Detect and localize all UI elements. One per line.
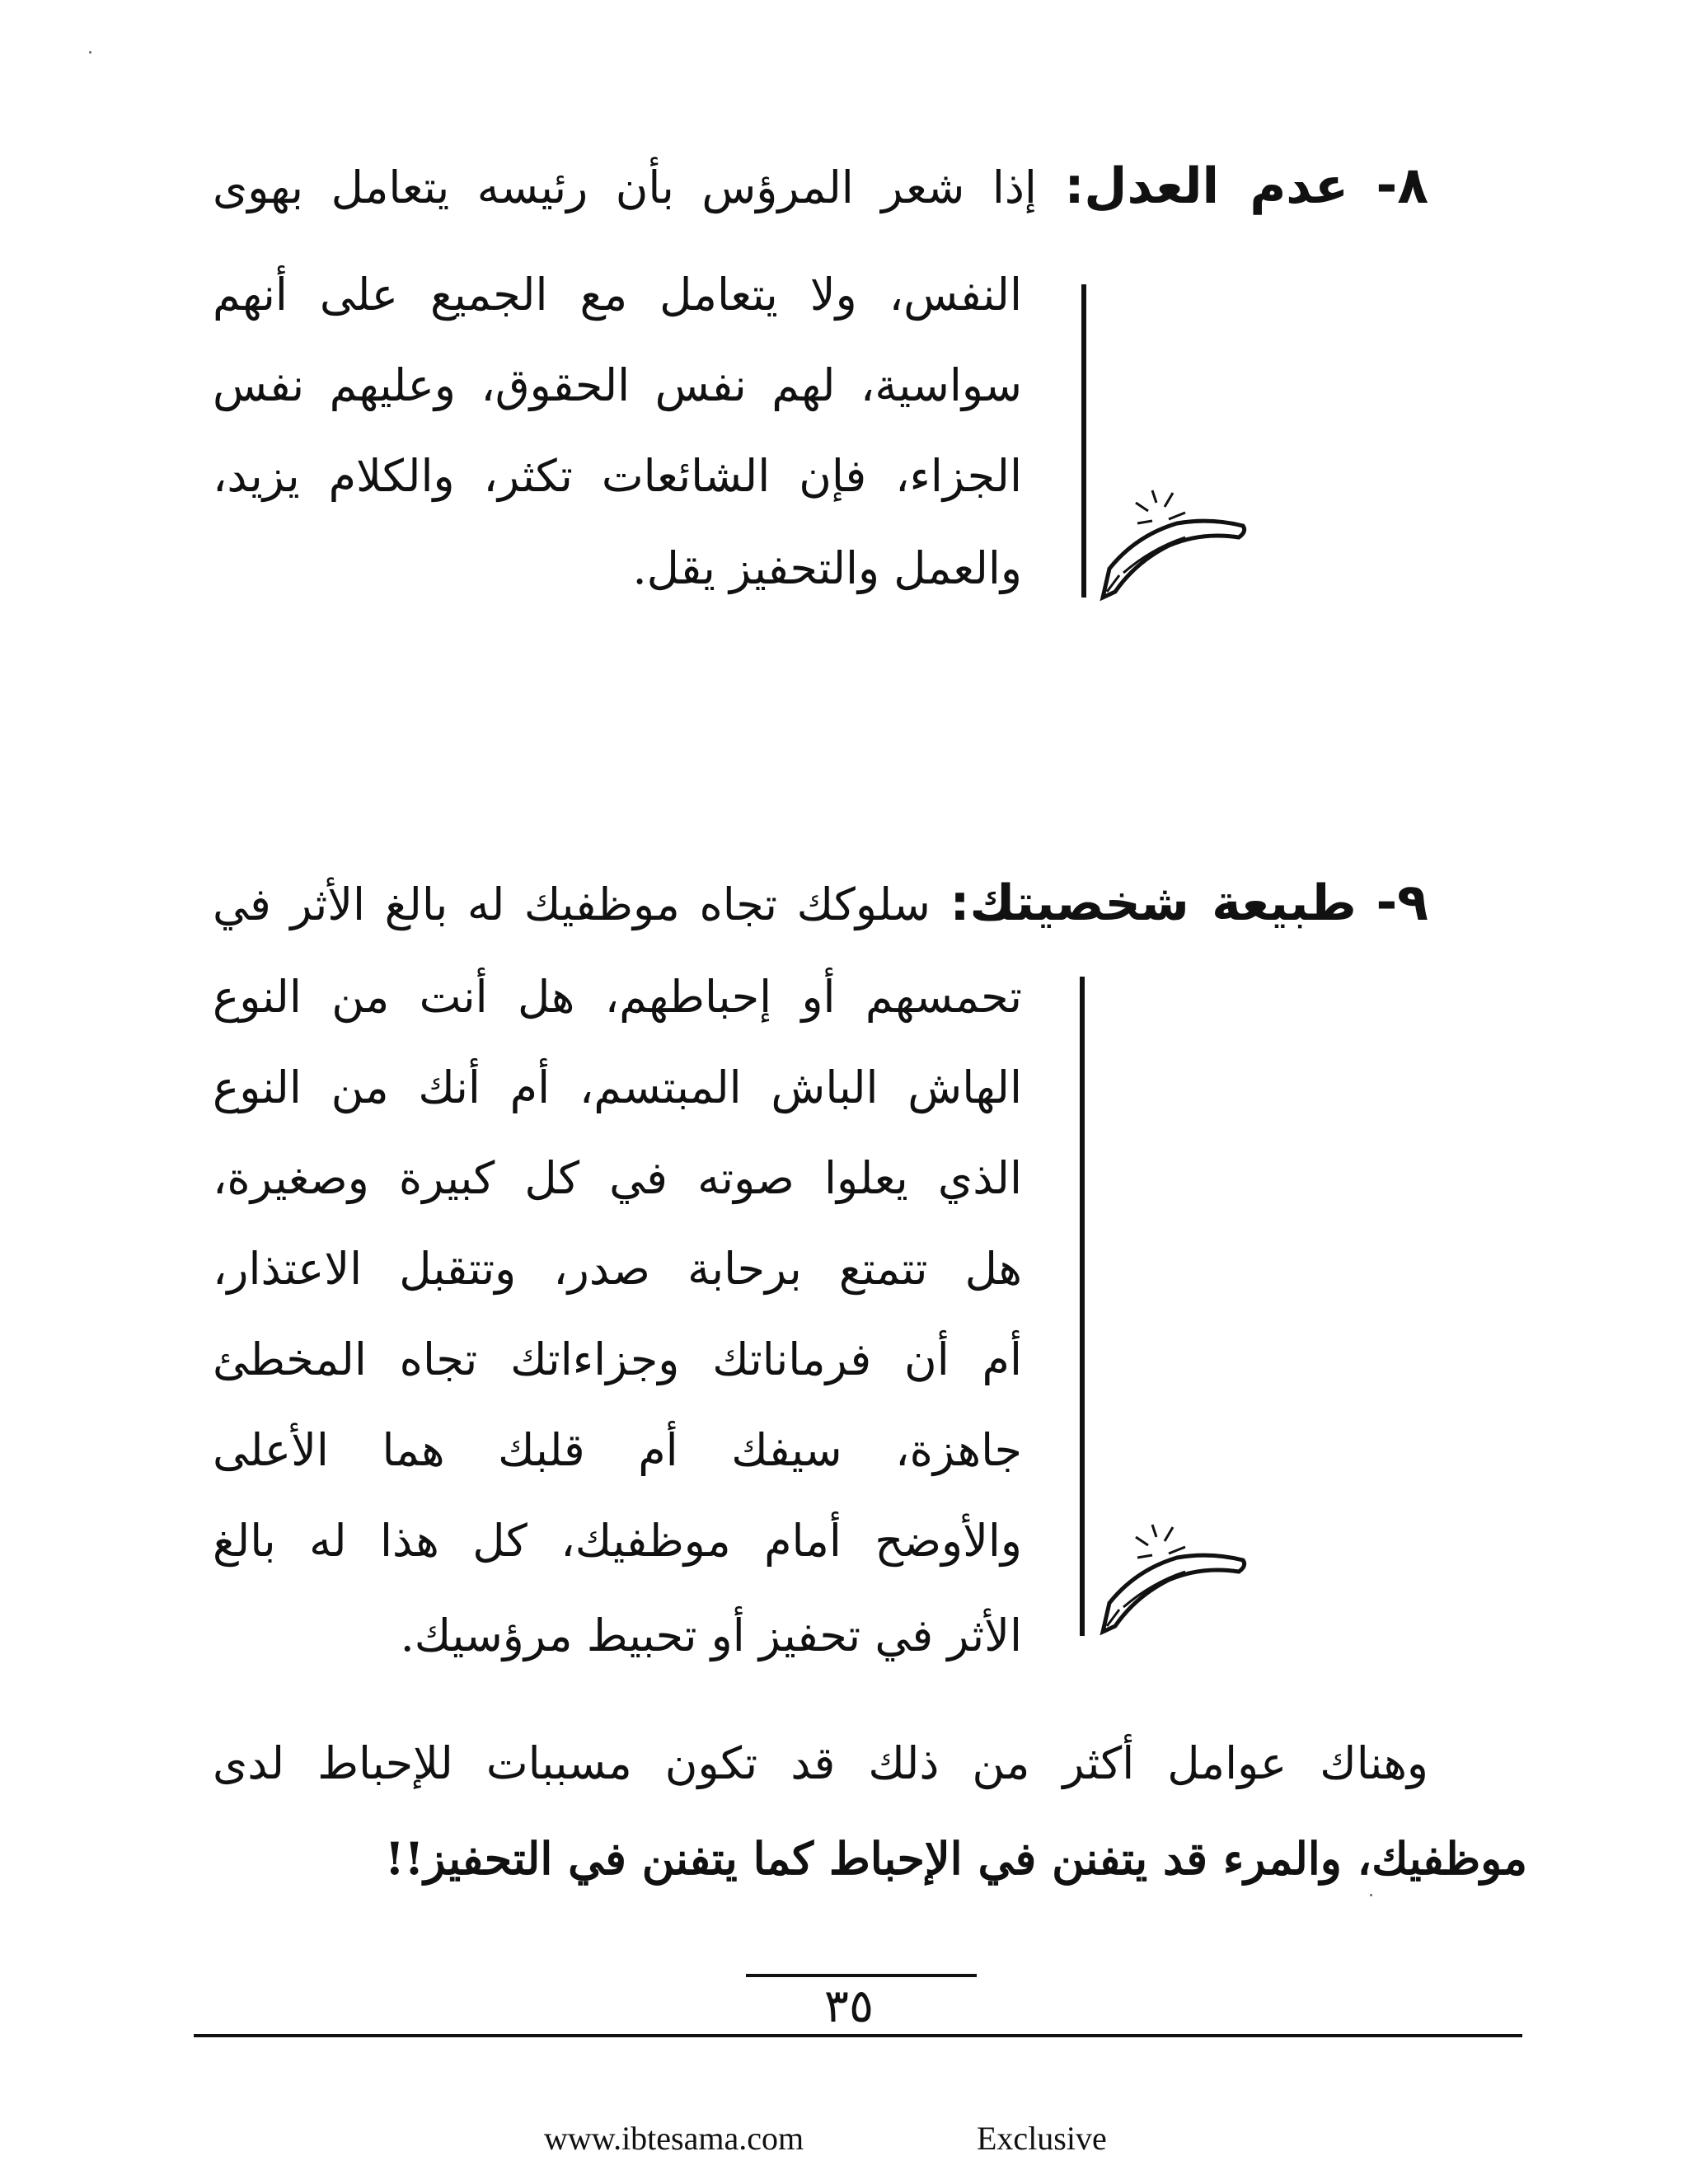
section-9-heading-line	[213, 869, 1428, 944]
conclusion-line-last: موظفيك، والمرء قد يتفنن في الإحباط كما يتفنن في التحفيز!!	[384, 1832, 1527, 1885]
section-8-line: سواسية، لهم نفس الحقوق، وعليهم نفس	[213, 359, 1022, 411]
conclusion-line: وهناك عوامل أكثر من ذلك قد تكون مسببات للإحباط لدى	[213, 1737, 1428, 1789]
quill-icon	[1086, 486, 1251, 610]
page-bottom-rule	[194, 2034, 1522, 2037]
footer-tag: Exclusive	[977, 2120, 1107, 2157]
section-8-title: عدم العدل:	[1064, 157, 1348, 215]
section-8-line: النفس، ولا يتعامل مع الجميع على أنهم	[213, 269, 1022, 321]
section-8-line-last: والعمل والتحفيز يقل.	[632, 542, 1022, 594]
section-9-line: تحمسهم أو إحباطهم، هل أنت من النوع	[213, 971, 1022, 1023]
section-9-line: الهاش الباش المبتسم، أم أنك من النوع	[213, 1062, 1022, 1113]
section-9-line: والأوضح أمام موظفيك، كل هذا له بالغ	[213, 1515, 1022, 1567]
section-9-margin-bar	[1080, 977, 1085, 1636]
footer-website: www.ibtesama.com	[544, 2120, 804, 2157]
section-8-line: الجزاء، فإن الشائعات تكثر، والكلام يزيد،	[213, 450, 1022, 502]
section-9-line: هل تتمتع برحابة صدر، وتتقبل الاعتذار،	[213, 1243, 1022, 1295]
section-8-first-line: إذا شعر المرؤس بأن رئيسه يتعامل بهوى	[213, 162, 1037, 213]
quill-icon	[1086, 1521, 1251, 1644]
section-9-first-line: سلوكك تجاه موظفيك له بالغ الأثر في	[213, 879, 931, 930]
section-9-number: ٩-	[1376, 872, 1428, 932]
section-8-number: ٨-	[1376, 155, 1428, 215]
section-9-line-last: الأثر في تحفيز أو تحبيط مرؤسيك.	[400, 1610, 1022, 1661]
scan-speck	[89, 51, 91, 54]
section-9-line: أم أن فرماناتك وجزاءاتك تجاه المخطئ	[213, 1333, 1022, 1385]
section-8-heading-line	[213, 152, 1428, 227]
section-9-line: جاهزة، سيفك أم قلبك هما الأعلى	[213, 1424, 1022, 1476]
section-9-line: الذي يعلوا صوته في كل كبيرة وصغيرة،	[213, 1152, 1022, 1204]
section-9-title: طبيعة شخصيتك:	[950, 874, 1357, 932]
page-number: ٣٥	[823, 1980, 874, 2033]
